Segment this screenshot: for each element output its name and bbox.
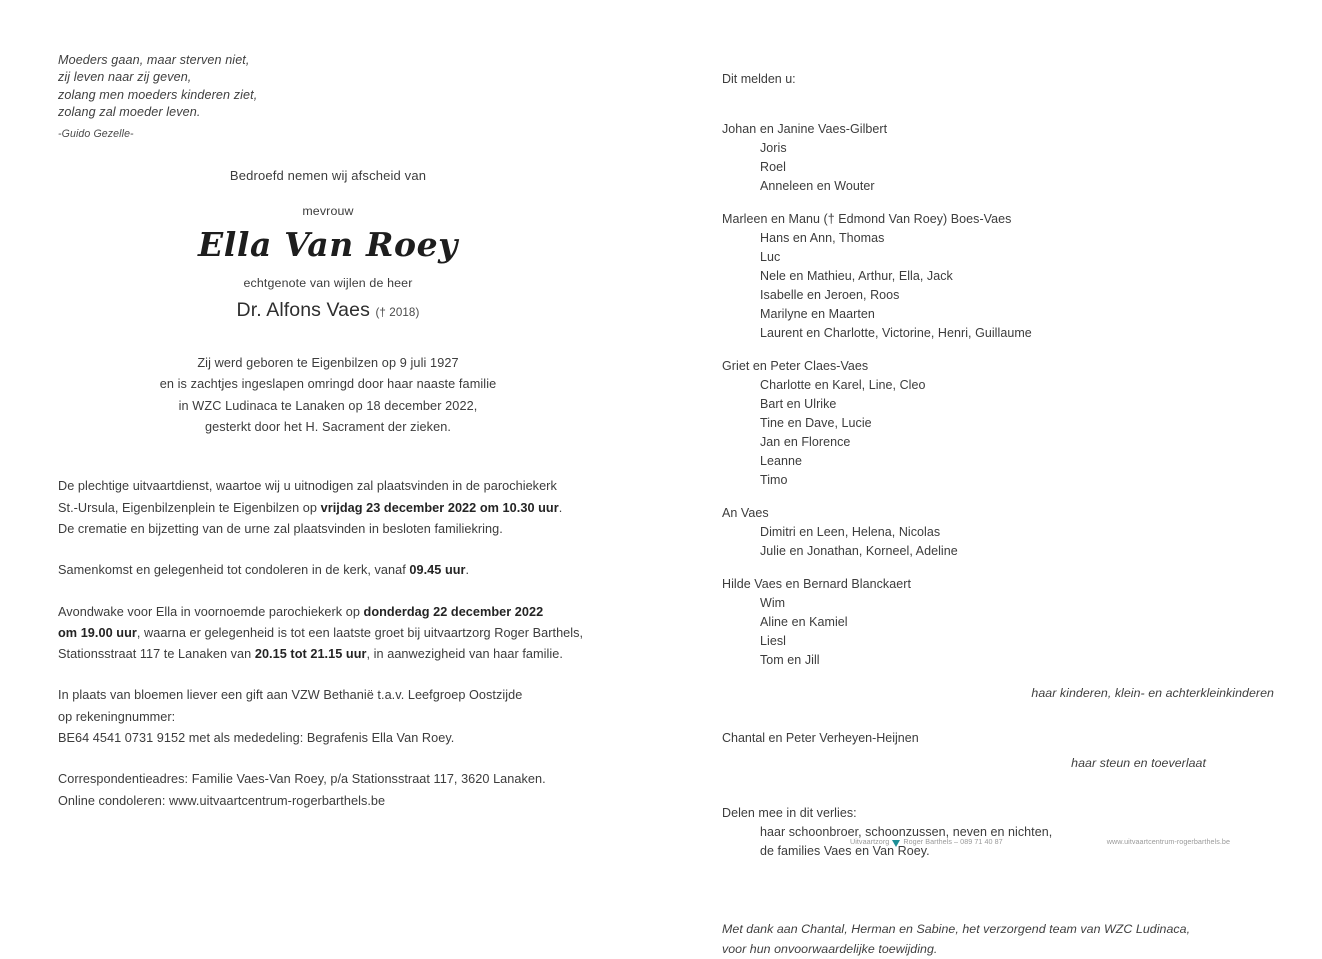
vigil-line-2: [58, 623, 598, 644]
birth-line: Zij werd geboren te Eigenbilzen op 9 juli 1927: [58, 353, 598, 374]
family-child: Timo: [722, 471, 1282, 490]
donation-line-2: op rekeningnummer:: [58, 707, 598, 728]
family-group-head: An Vaes: [722, 504, 1282, 523]
family-child: Nele en Mathieu, Arthur, Ella, Jack: [722, 267, 1282, 286]
family-child: Marilyne en Maarten: [722, 305, 1282, 324]
family-child: Jan en Florence: [722, 433, 1282, 452]
family-child: Julie en Jonathan, Korneel, Adeline: [722, 542, 1282, 561]
correspondence-paragraph: [58, 769, 598, 812]
family-group: [722, 210, 1282, 343]
poem-block: [58, 52, 598, 143]
attribution-support: haar steun en toeverlaat: [722, 754, 1282, 773]
death-line-1: en is zachtjes ingeslapen omringd door haar naaste familie: [58, 374, 598, 395]
family-child: Bart en Ulrike: [722, 395, 1282, 414]
donation-account: BE64 4541 0731 9152 met als mededeling: Begrafenis Ella Van Roey.: [58, 728, 598, 749]
family-groups: [722, 120, 1282, 670]
poem-line-3: zolang men moeders kinderen ziet,: [58, 87, 598, 104]
donation-line-1: In plaats van bloemen liever een gift aan VZW Bethanië t.a.v. Leefgroep Oostzijde: [58, 685, 598, 706]
vigil-date: donderdag 22 december 2022: [364, 605, 544, 619]
share-lead-label: Delen mee in dit verlies:: [722, 804, 1282, 823]
deceased-name: Ella Van Roey: [58, 224, 598, 266]
funeral-home-logo-icon: [892, 840, 900, 847]
family-child: Roel: [722, 158, 1282, 177]
family-lead-label: Dit melden u:: [722, 70, 1282, 88]
family-child: Isabelle en Jeroen, Roos: [722, 286, 1282, 305]
family-group: [722, 357, 1282, 490]
family-child: Leanne: [722, 452, 1282, 471]
right-column: [722, 70, 1282, 959]
cremation-line: De crematie en bijzetting van de urne zal plaatsvinden in besloten familiekring.: [58, 519, 598, 540]
service-paragraph: [58, 476, 598, 540]
left-column: [58, 52, 598, 812]
share-block: [722, 804, 1282, 861]
announcement-lead: Bedroefd nemen wij afscheid van: [58, 167, 598, 185]
service-line-2: [58, 498, 598, 519]
family-group-head: Griet en Peter Claes-Vaes: [722, 357, 1282, 376]
family-group-head: Marleen en Manu († Edmond Van Roey) Boes-Vaes: [722, 210, 1282, 229]
gathering-line: [58, 560, 598, 581]
share-item: de families Vaes en Van Roey.: [722, 842, 1282, 861]
family-child: Tine en Dave, Lucie: [722, 414, 1282, 433]
vigil-time: om 19.00 uur: [58, 626, 137, 640]
support-person-name: Chantal en Peter Verheyen-Heijnen: [722, 729, 1282, 748]
honorific-label: mevrouw: [58, 202, 598, 220]
spouse-death-year: († 2018): [375, 306, 419, 319]
family-child: Anneleen en Wouter: [722, 177, 1282, 196]
family-group: [722, 504, 1282, 561]
death-line-2: in WZC Ludinaca te Lanaken op 18 december 2022,: [58, 396, 598, 417]
poem-author: -Guido Gezelle-: [58, 126, 598, 143]
poem-line-4: zolang zal moeder leven.: [58, 104, 598, 121]
poem-line-1: Moeders gaan, maar sterven niet,: [58, 52, 598, 69]
family-child: Hans en Ann, Thomas: [722, 229, 1282, 248]
family-group-head: Hilde Vaes en Bernard Blanckaert: [722, 575, 1282, 594]
poem-line-2: zij leven naar zij geven,: [58, 69, 598, 86]
announcement-block: [58, 167, 598, 326]
vigil-line-3: [58, 644, 598, 665]
share-item: haar schoonbroer, schoonzussen, neven en nichten,: [722, 823, 1282, 842]
thanks-block: [722, 920, 1282, 959]
gathering-end: .: [466, 563, 470, 577]
family-group-head: Johan en Janine Vaes-Gilbert: [722, 120, 1282, 139]
footer-company: [850, 836, 1003, 848]
family-child: Joris: [722, 139, 1282, 158]
vigil-text-1: Avondwake voor Ella in voornoemde parochiekerk op: [58, 605, 364, 619]
vigil-paragraph: [58, 602, 598, 666]
sacrament-line: gesterkt door het H. Sacrament der zieken.: [58, 417, 598, 438]
family-child: Charlotte en Karel, Line, Cleo: [722, 376, 1282, 395]
family-child: Aline en Kamiel: [722, 613, 1282, 632]
vigil-visit-hours: 20.15 tot 21.15 uur: [255, 647, 367, 661]
gathering-paragraph: [58, 560, 598, 581]
life-dates-block: [58, 353, 598, 438]
attribution-children: haar kinderen, klein- en achterkleinkinderen: [722, 684, 1282, 703]
footer-company-pre: Uitvaartzorg: [850, 836, 889, 848]
footer-company-post: Roger Barthels – 089 71 40 87: [903, 836, 1002, 848]
family-group: [722, 575, 1282, 670]
family-child: Dimitri en Leen, Helena, Nicolas: [722, 523, 1282, 542]
service-line-2-text: St.-Ursula, Eigenbilzenplein te Eigenbilzen op: [58, 501, 321, 515]
spouse-name: [58, 297, 598, 326]
vigil-line-1: [58, 602, 598, 623]
family-child: Tom en Jill: [722, 651, 1282, 670]
gathering-text: Samenkomst en gelegenheid tot condoleren in de kerk, vanaf: [58, 563, 409, 577]
gathering-time: 09.45 uur: [409, 563, 465, 577]
family-child: Luc: [722, 248, 1282, 267]
online-condolence-url: Online condoleren: www.uitvaartcentrum-rogerbarthels.be: [58, 791, 598, 812]
thanks-line-2: voor hun onvoorwaardelijke toewijding.: [722, 940, 1282, 959]
family-child: Wim: [722, 594, 1282, 613]
family-group: [722, 120, 1282, 196]
service-line-1: De plechtige uitvaartdienst, waartoe wij u uitnodigen zal plaatsvinden in de parochiekerk: [58, 476, 598, 497]
footer: [850, 836, 1230, 850]
donation-paragraph: [58, 685, 598, 749]
family-child: Laurent en Charlotte, Victorine, Henri, Guillaume: [722, 324, 1282, 343]
footer-website: www.uitvaartcentrum-rogerbarthels.be: [1107, 836, 1230, 848]
vigil-text-2: , waarna er gelegenheid is tot een laatste groet bij uitvaartzorg Roger Barthels,: [137, 626, 583, 640]
thanks-line-1: Met dank aan Chantal, Herman en Sabine, het verzorgend team van WZC Ludinaca,: [722, 920, 1282, 940]
vigil-text-3: Stationsstraat 117 te Lanaken van: [58, 647, 255, 661]
vigil-text-4: , in aanwezigheid van haar familie.: [367, 647, 563, 661]
service-details: [58, 476, 598, 812]
correspondence-address: Correspondentieadres: Familie Vaes-Van Roey, p/a Stationsstraat 117, 3620 Lanaken.: [58, 769, 598, 790]
spouse-lead-label: echtgenote van wijlen de heer: [58, 274, 598, 292]
spouse-name-text: Dr. Alfons Vaes: [237, 299, 370, 321]
service-line-2-end: .: [559, 501, 563, 515]
service-datetime: vrijdag 23 december 2022 om 10.30 uur: [321, 501, 559, 515]
family-child: Liesl: [722, 632, 1282, 651]
